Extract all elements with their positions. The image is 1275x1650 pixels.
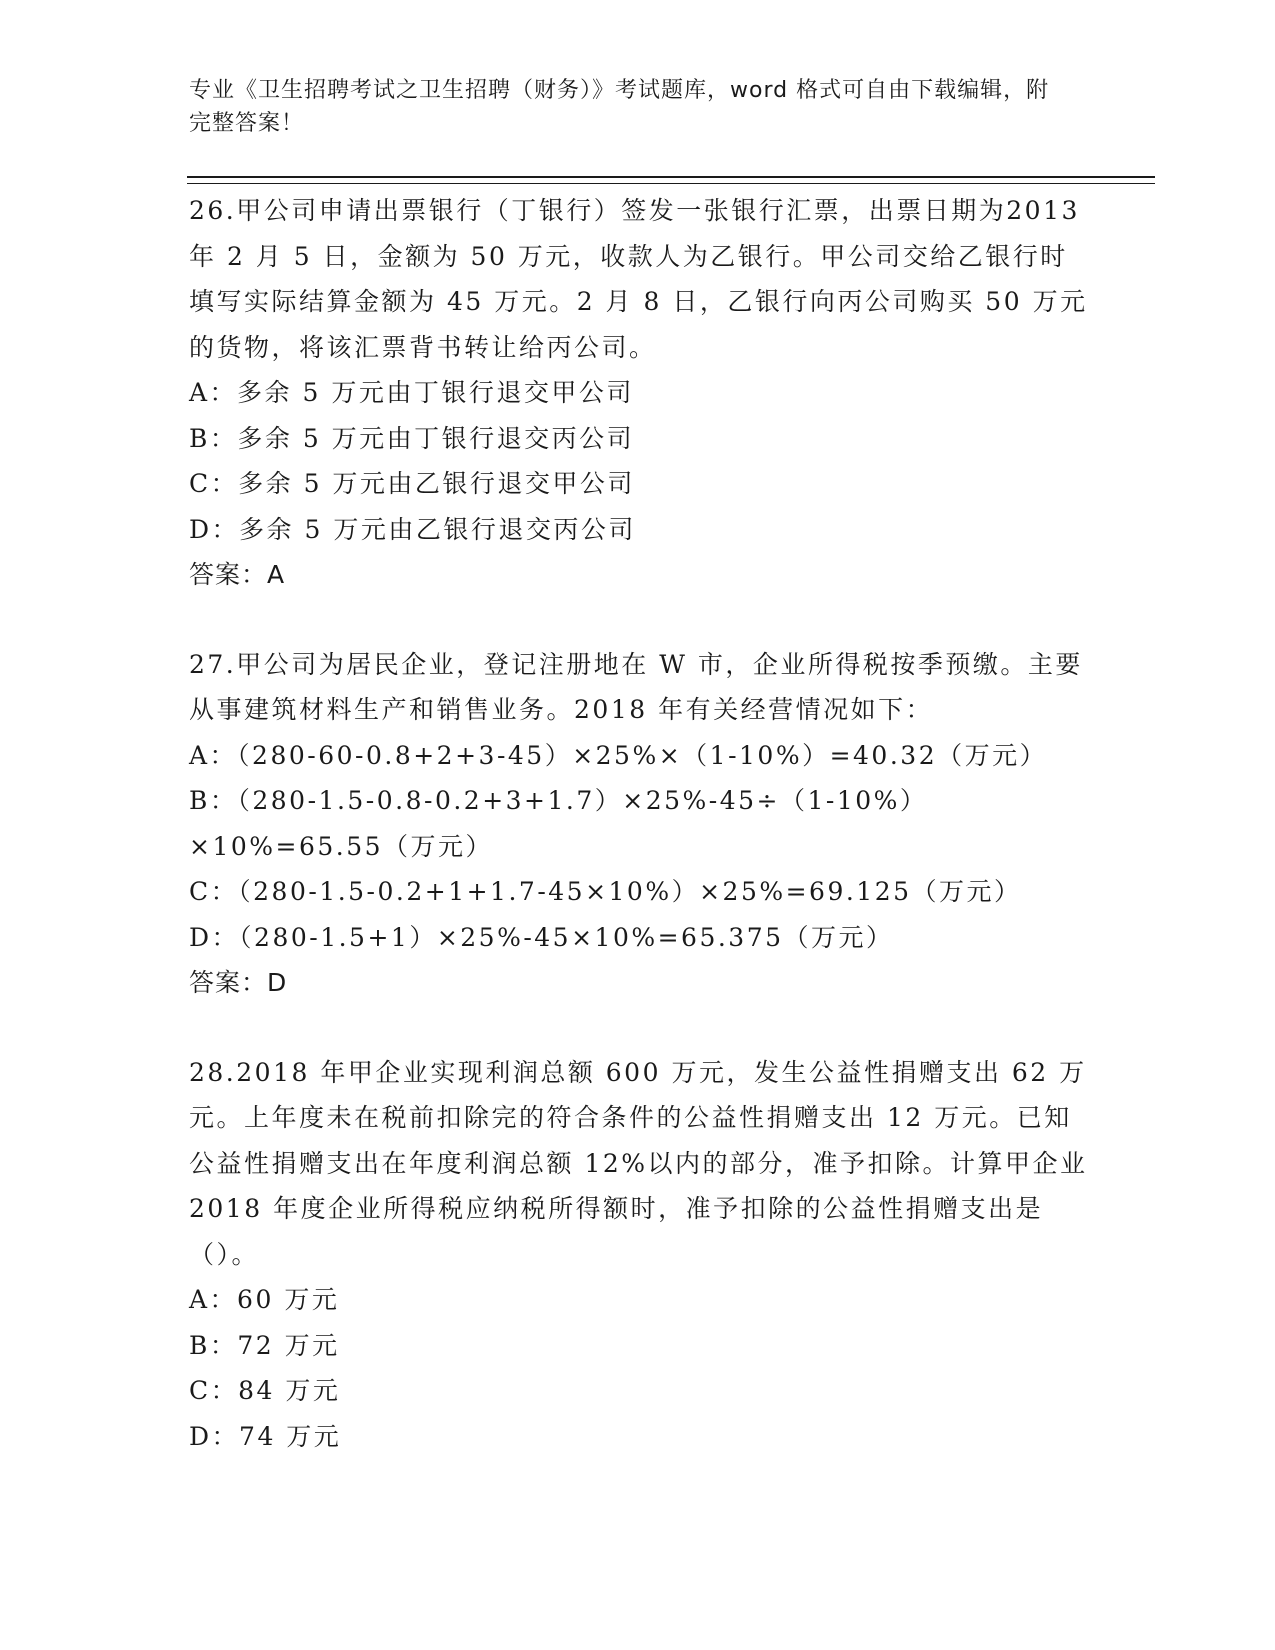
option-a: A：（280-60-0.8+2+3-45）×25%×（1-10%）=40.32（万元） — [189, 740, 1048, 770]
option-a: A：多余 5 万元由丁银行退交甲公司 — [189, 378, 634, 407]
question-stem: 26.甲公司申请出票银行（丁银行）签发一张银行汇票，出票日期为2013 年 2 月 5 日，金额为 50 万元，收款人为乙银行。甲公司交给乙银行时填写实际结算金额为 45 万元。2 月 8 日，乙银行向丙公司购买 50 万元的货物，将该汇票背书转让给丙公司。 — [189, 196, 1088, 362]
option-b: B：（280-1.5-0.8-0.2+3+1.7）×25%-45÷（1-10%）×10%=65.55（万元） — [189, 786, 928, 861]
question-26 — [189, 188, 1089, 598]
option-a: A：60 万元 — [189, 1285, 340, 1314]
question-stem: 28.2018 年甲企业实现利润总额 600 万元，发生公益性捐赠支出 62 万元。上年度未在税前扣除完的符合条件的公益性捐赠支出 12 万元。已知公益性捐赠支出在年度利润总额 12%以内的部分，准予扣除。计算甲企业 2018 年度企业所得税应纳税所得额时，准予扣除的公益性捐赠支出是（）。 — [189, 1057, 1088, 1269]
question-27 — [189, 642, 1089, 1006]
header-divider-thick — [187, 176, 1155, 178]
option-d: D：74 万元 — [189, 1421, 342, 1451]
document-header: 专业《卫生招聘考试之卫生招聘（财务）》考试题库，word 格式可自由下载编辑，附完整答案！ — [189, 78, 1050, 136]
answer-label: 答案：A — [189, 560, 286, 589]
option-c: C：多余 5 万元由乙银行退交甲公司 — [189, 469, 635, 498]
option-c: C：84 万元 — [189, 1376, 341, 1405]
option-c: C：（280-1.5-0.2+1+1.7-45×10%）×25%=69.125（万元） — [189, 877, 1022, 906]
header-divider-thin — [187, 183, 1155, 184]
question-stem: 27.甲公司为居民企业，登记注册地在 W 市，企业所得税按季预缴。主要从事建筑材料生产和销售业务。2018 年有关经营情况如下： — [189, 649, 1083, 724]
answer-label: 答案：D — [189, 968, 288, 997]
question-list — [189, 188, 1089, 1503]
option-d: D：多余 5 万元由乙银行退交丙公司 — [189, 514, 636, 544]
option-d: D：（280-1.5+1）×25%-45×10%=65.375（万元） — [189, 922, 894, 952]
option-b: B：多余 5 万元由丁银行退交丙公司 — [189, 423, 635, 453]
question-28 — [189, 1050, 1089, 1460]
option-b: B：72 万元 — [189, 1330, 340, 1360]
